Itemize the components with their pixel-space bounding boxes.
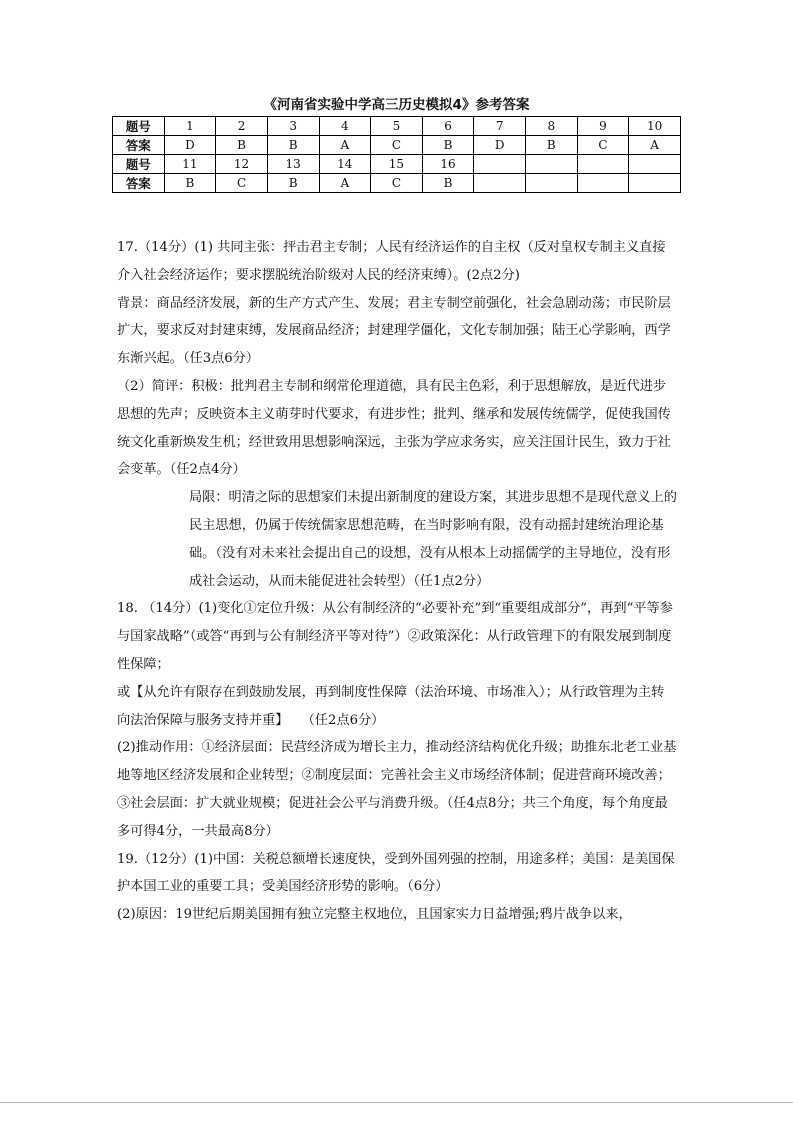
table-cell xyxy=(526,174,578,193)
answer-explanations xyxy=(117,234,677,929)
table-cell: C xyxy=(577,136,629,155)
table-cell: 15 xyxy=(371,155,423,174)
table-cell: 12 xyxy=(216,155,268,174)
table-cell xyxy=(629,174,681,193)
table-cell: A xyxy=(319,174,371,193)
q18-paragraph-2: 或【从允许有限存在到鼓励发展，再到制度性保障（法治环境、市场准入）；从行政管理为主转向法治保障与服务支持并重】 （任2点6分） xyxy=(117,684,665,728)
table-cell: B xyxy=(422,174,474,193)
table-cell: 5 xyxy=(371,117,423,136)
table-cell xyxy=(629,155,681,174)
table-cell: B xyxy=(422,136,474,155)
table-cell: 9 xyxy=(577,117,629,136)
q19-paragraph-1: 19.（12分）(1)中国：关税总额增长速度快，受到外国列强的控制，用途多样；美国：是美国保护本国工业的重要工具；受美国经济形势的影响。（6分） xyxy=(117,851,675,895)
table-cell xyxy=(577,174,629,193)
table-cell: C xyxy=(216,174,268,193)
table-cell: 3 xyxy=(267,117,319,136)
table-cell: 2 xyxy=(216,117,268,136)
table-cell: D xyxy=(164,136,216,155)
table-cell: 8 xyxy=(526,117,578,136)
table-cell xyxy=(474,174,526,193)
table-cell: 14 xyxy=(319,155,371,174)
table-cell: A xyxy=(629,136,681,155)
table-cell: D xyxy=(474,136,526,155)
q18-paragraph-1: 18. （14分）(1)变化①定位升级：从公有制经济的“必要补充”到“重要组成部分”，再到“平等参与国家战略”（或答“再到与公有制经济平等对待”）②政策深化：从行政管理下的有限发展到制度性保障； xyxy=(117,601,673,672)
table-cell: B xyxy=(526,136,578,155)
table-cell: 11 xyxy=(164,155,216,174)
table-cell: 1 xyxy=(164,117,216,136)
table-row xyxy=(113,117,681,136)
table-cell: 10 xyxy=(629,117,681,136)
q17-paragraph-1: 17.（14分）(1) 共同主张：抨击君主专制；人民有经济运作的自主权（反对皇权专制主义直接介入社会经济运作；要求摆脱统治阶级对人民的经济束缚）。(2点2分) xyxy=(117,240,666,283)
table-cell xyxy=(526,155,578,174)
table-cell: A xyxy=(319,136,371,155)
table-cell: B xyxy=(267,136,319,155)
q19-paragraph-2: (2)原因：19世纪后期美国拥有独立完整主权地位，且国家实力日益增强;鸦片战争以来， xyxy=(117,907,632,923)
table-cell: B xyxy=(216,136,268,155)
table-cell: 答案 xyxy=(113,136,165,155)
table-row xyxy=(113,155,681,174)
table-cell: 7 xyxy=(474,117,526,136)
table-cell: B xyxy=(267,174,319,193)
table-cell: 答案 xyxy=(113,174,165,193)
table-cell: C xyxy=(371,136,423,155)
table-cell: 13 xyxy=(267,155,319,174)
table-cell: 16 xyxy=(422,155,474,174)
table-row xyxy=(113,174,681,193)
table-cell: 4 xyxy=(319,117,371,136)
table-cell: C xyxy=(371,174,423,193)
table-cell: 题号 xyxy=(113,117,165,136)
page-title: 《河南省实验中学高三历史模拟4》参考答案 xyxy=(263,97,530,113)
q17-paragraph-2: 背景：商品经济发展，新的生产方式产生、发展；君主专制空前强化，社会急剧动荡；市民阶层扩大，要求反对封建束缚，发展商品经济；封建理学僵化，文化专制加强；陆王心学影响，西学东渐兴起。（任3点6分） xyxy=(117,295,671,367)
answer-table xyxy=(112,116,681,193)
table-cell xyxy=(474,155,526,174)
table-cell: 6 xyxy=(422,117,474,136)
q18-paragraph-3: (2)推动作用：①经济层面：民营经济成为增长主力，推动经济结构优化升级；助推东北老工业基地等地区经济发展和企业转型；②制度层面：完善社会主义市场经济体制；促进营商环境改善；③社会层面：扩大就业规模；促进社会公平与消费升级。（任4点8分；共三个角度，每个角度最多可得4分，一共最高8分） xyxy=(117,740,677,839)
q17-paragraph-4: 局限：明清之际的思想家们未提出新制度的建设方案，其进步思想不是现代意义上的民主思想，仍属于传统儒家思想范畴，在当时影响有限，没有动摇封建统治理论基础。（没有对未来社会提出自己的设想，没有从根本上动摇儒学的主导地位，没有形成社会运动，从而未能促进社会转型）（任1点2分） xyxy=(189,490,677,589)
table-cell xyxy=(577,155,629,174)
page-bottom-divider xyxy=(0,1102,793,1103)
q17-paragraph-3: （2）简评：积极：批判君主专制和纲常伦理道德，具有民主色彩，利于思想解放，是近代进步思想的先声；反映资本主义萌芽时代要求，有进步性；批判、继承和发展传统儒学，促使我国传统文化重新焕发生机；经世致用思想影响深远，主张为学应求务实，应关注国计民生，致力于社会变革。（任2点4分） xyxy=(117,378,671,478)
table-cell: 题号 xyxy=(113,155,165,174)
table-row xyxy=(113,136,681,155)
table-cell: B xyxy=(164,174,216,193)
